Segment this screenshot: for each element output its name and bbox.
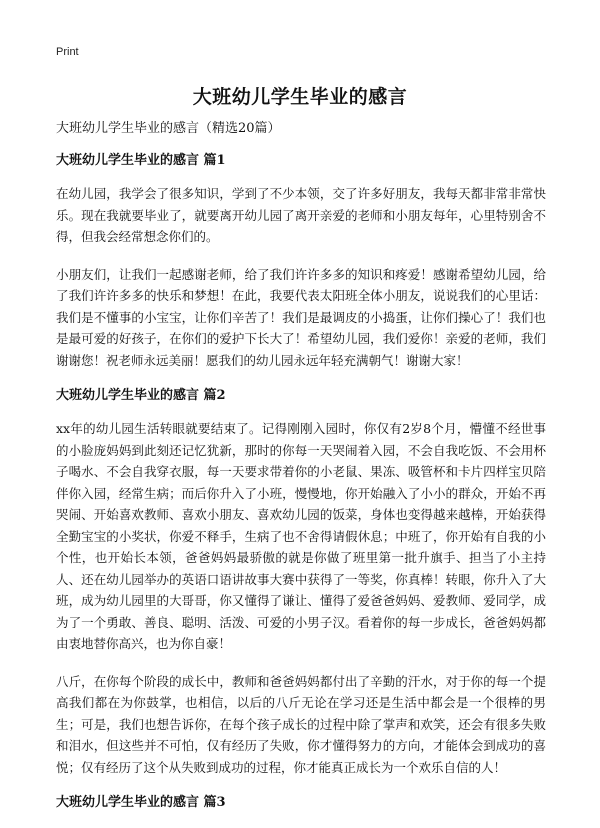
print-label[interactable]: Print [56,46,79,58]
section-heading: 大班幼儿学生毕业的感言 篇1 [56,153,226,168]
paragraph: 八斤，在你每个阶段的成长中，教师和爸爸妈妈都付出了辛勤的汗水，对于你的每一个提高我们都在为你鼓掌，也相信，以后的八斤无论在学习还是生活中都会是一个很棒的男生；可是，我们也想告诉你，在每个孩子成长的过程中除了掌声和欢笑，还会有很多失败和泪水，但这些并不可怕，仅有经历了失败，你才懂得努力的方向，才能体会到成功的喜悦；仅有经历了这个从失败到成功的过程，你才能真正成长为一个欢乐自信的人！ [56,673,546,775]
document-body [56,120,546,825]
section-heading: 大班幼儿学生毕业的感言 篇2 [56,388,226,403]
paragraph: 小朋友们，让我们一起感谢老师，给了我们许许多多的知识和疼爱！感谢希望幼儿园，给了我们许许多多的快乐和梦想！在此，我要代表太阳班全体小朋友，说说我们的心里话：我们是不懂事的小宝宝，让你们辛苦了！我们是最调皮的小捣蛋，让你们操心了！我们也是最可爱的好孩子，在你们的爱护下长大了！希望幼儿园，我们爱你！亲爱的老师，我们谢谢您！祝老师永远美丽！愿我们的幼儿园永远年轻充满朝气！谢谢大家！ [56,266,546,368]
paragraph: 在幼儿园，我学会了很多知识，学到了不少本领，交了许多好朋友，我每天都非常非常快乐。现在我就要毕业了，就要离开幼儿园了离开亲爱的老师和小朋友每年，心里特别舍不得，但我会经常想念你们的。 [56,186,546,244]
document-subtitle: 大班幼儿学生毕业的感言（精选20篇） [56,121,281,136]
section-heading: 大班幼儿学生毕业的感言 篇3 [56,795,226,810]
paragraph: xx年的幼儿园生活转眼就要结束了。记得刚刚入园时，你仅有2岁8个月，懵懂不经世事的小脸庞妈妈到此刻还记忆犹新，那时的你每一天哭闹着入园，不会自我吃饭、不会用杯子喝水、不会自我穿衣服，每一天要求带着你的小老鼠、果冻、吸管杯和卡片四样宝贝陪伴你入园，经常生病；而后你升入了小班，慢慢地，你开始融入了小小的群众，开始不再哭闹、开始喜欢教师、喜欢小朋友、喜欢幼儿园的饭菜，身体也变得越来越棒，开始获得全勤宝宝的小奖状，你爱不释手，生病了也不舍得请假休息；中班了，你开始有自我的小个性，也开始长本领，爸爸妈妈最骄傲的就是你做了班里第一批升旗手、担当了小主持人、还在幼儿园举办的英语口语讲故事大赛中获得了一等奖，你真棒！转眼，你升入了大班，成为幼儿园里的大哥哥，你又懂得了谦让、懂得了爱爸爸妈妈、爱教师、爱同学，成为了一个勇敢、善良、聪明、活泼、可爱的小男子汉。看着你的每一步成长，爸爸妈妈都由衷地替你高兴，也为你自豪！ [56,421,546,651]
document-title: 大班幼儿学生毕业的感言 [192,86,408,108]
